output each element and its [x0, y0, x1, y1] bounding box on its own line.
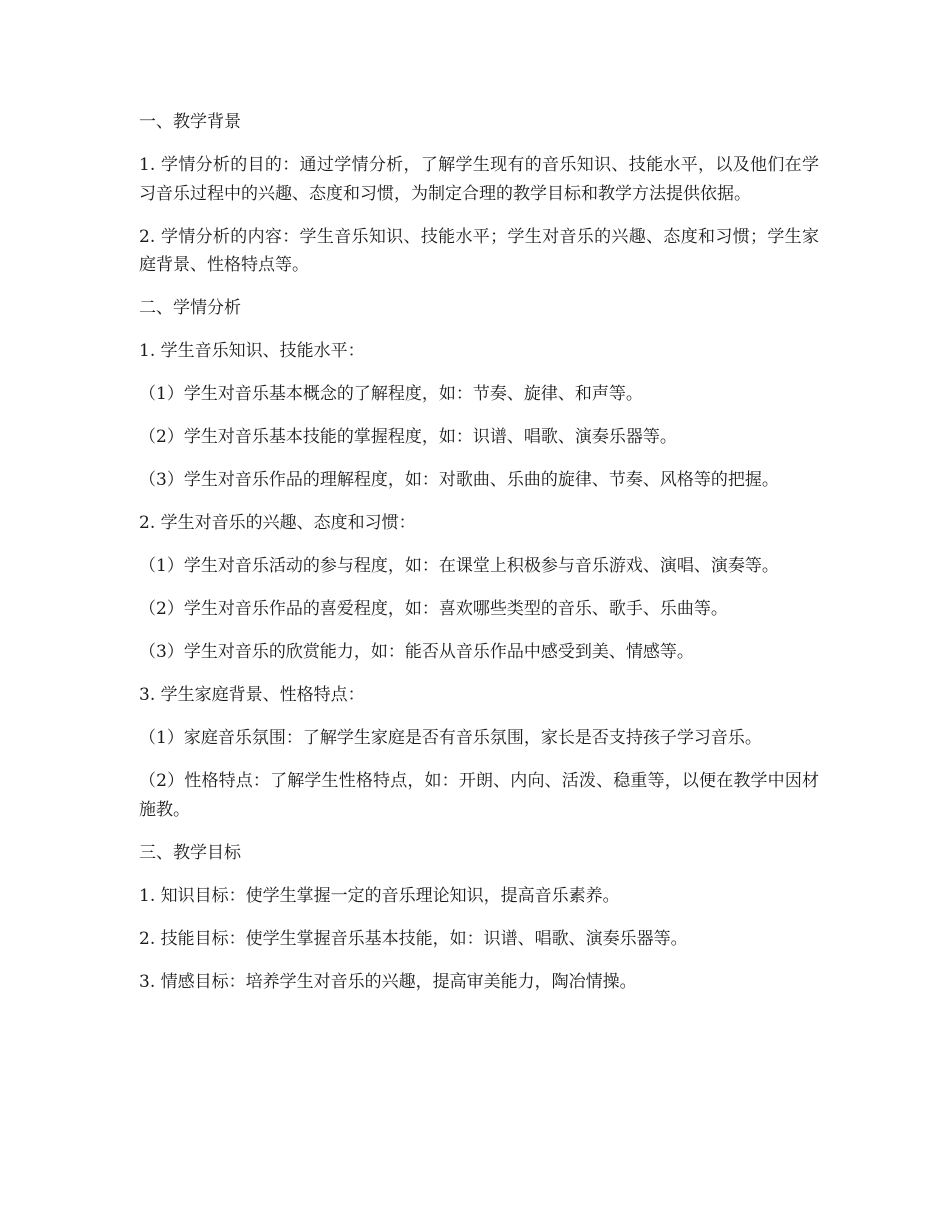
document-page: [139, 108, 819, 996]
goal-skills: 2. 技能目标：使学生掌握音乐基本技能，如：识谱、唱歌、演奏乐器等。: [139, 928, 688, 949]
subheading-knowledge-skills: 1. 学生音乐知识、技能水平：: [139, 341, 365, 361]
paragraph-analysis-purpose: 1. 学情分析的目的：通过学情分析，了解学生现有的音乐知识、技能水平，以及他们在学习音乐过程中的兴趣、态度和习惯，为制定合理的教学目标和教学方法提供依据。: [139, 155, 819, 204]
list-item-preference: （2）学生对音乐作品的喜爱程度，如：喜欢哪些类型的音乐、歌手、乐曲等。: [139, 599, 728, 619]
subheading-family-personality: 3. 学生家庭背景、性格特点：: [139, 685, 365, 705]
list-item-basic-concepts: （1）学生对音乐基本概念的了解程度，如：节奏、旋律、和声等。: [139, 384, 643, 404]
section-heading-teaching-goals: 三、教学目标: [139, 842, 241, 863]
goal-emotion: 3. 情感目标：培养学生对音乐的兴趣，提高审美能力，陶冶情操。: [139, 971, 637, 992]
list-item-personality: （2）性格特点：了解学生性格特点，如：开朗、内向、活泼、稳重等，以便在教学中因材施教。: [139, 771, 819, 820]
list-item-participation: （1）学生对音乐活动的参与程度，如：在课堂上积极参与音乐游戏、演唱、演奏等。: [139, 556, 779, 576]
paragraph-analysis-content: 2. 学情分析的内容：学生音乐知识、技能水平；学生对音乐的兴趣、态度和习惯；学生家庭背景、性格特点等。: [139, 226, 819, 275]
section-heading-teaching-background: 一、教学背景: [139, 112, 241, 132]
list-item-basic-skills: （2）学生对音乐基本技能的掌握程度，如：识谱、唱歌、演奏乐器等。: [139, 427, 677, 447]
section-heading-student-analysis: 二、学情分析: [139, 298, 241, 318]
list-item-appreciation: （3）学生对音乐的欣赏能力，如：能否从音乐作品中感受到美、情感等。: [139, 642, 694, 662]
subheading-interest-attitude: 2. 学生对音乐的兴趣、态度和习惯：: [139, 513, 416, 533]
goal-knowledge: 1. 知识目标：使学生掌握一定的音乐理论知识，提高音乐素养。: [139, 885, 620, 906]
list-item-family-atmosphere: （1）家庭音乐氛围：了解学生家庭是否有音乐氛围，家长是否支持孩子学习音乐。: [139, 728, 762, 748]
list-item-work-understanding: （3）学生对音乐作品的理解程度，如：对歌曲、乐曲的旋律、节奏、风格等的把握。: [139, 470, 779, 490]
